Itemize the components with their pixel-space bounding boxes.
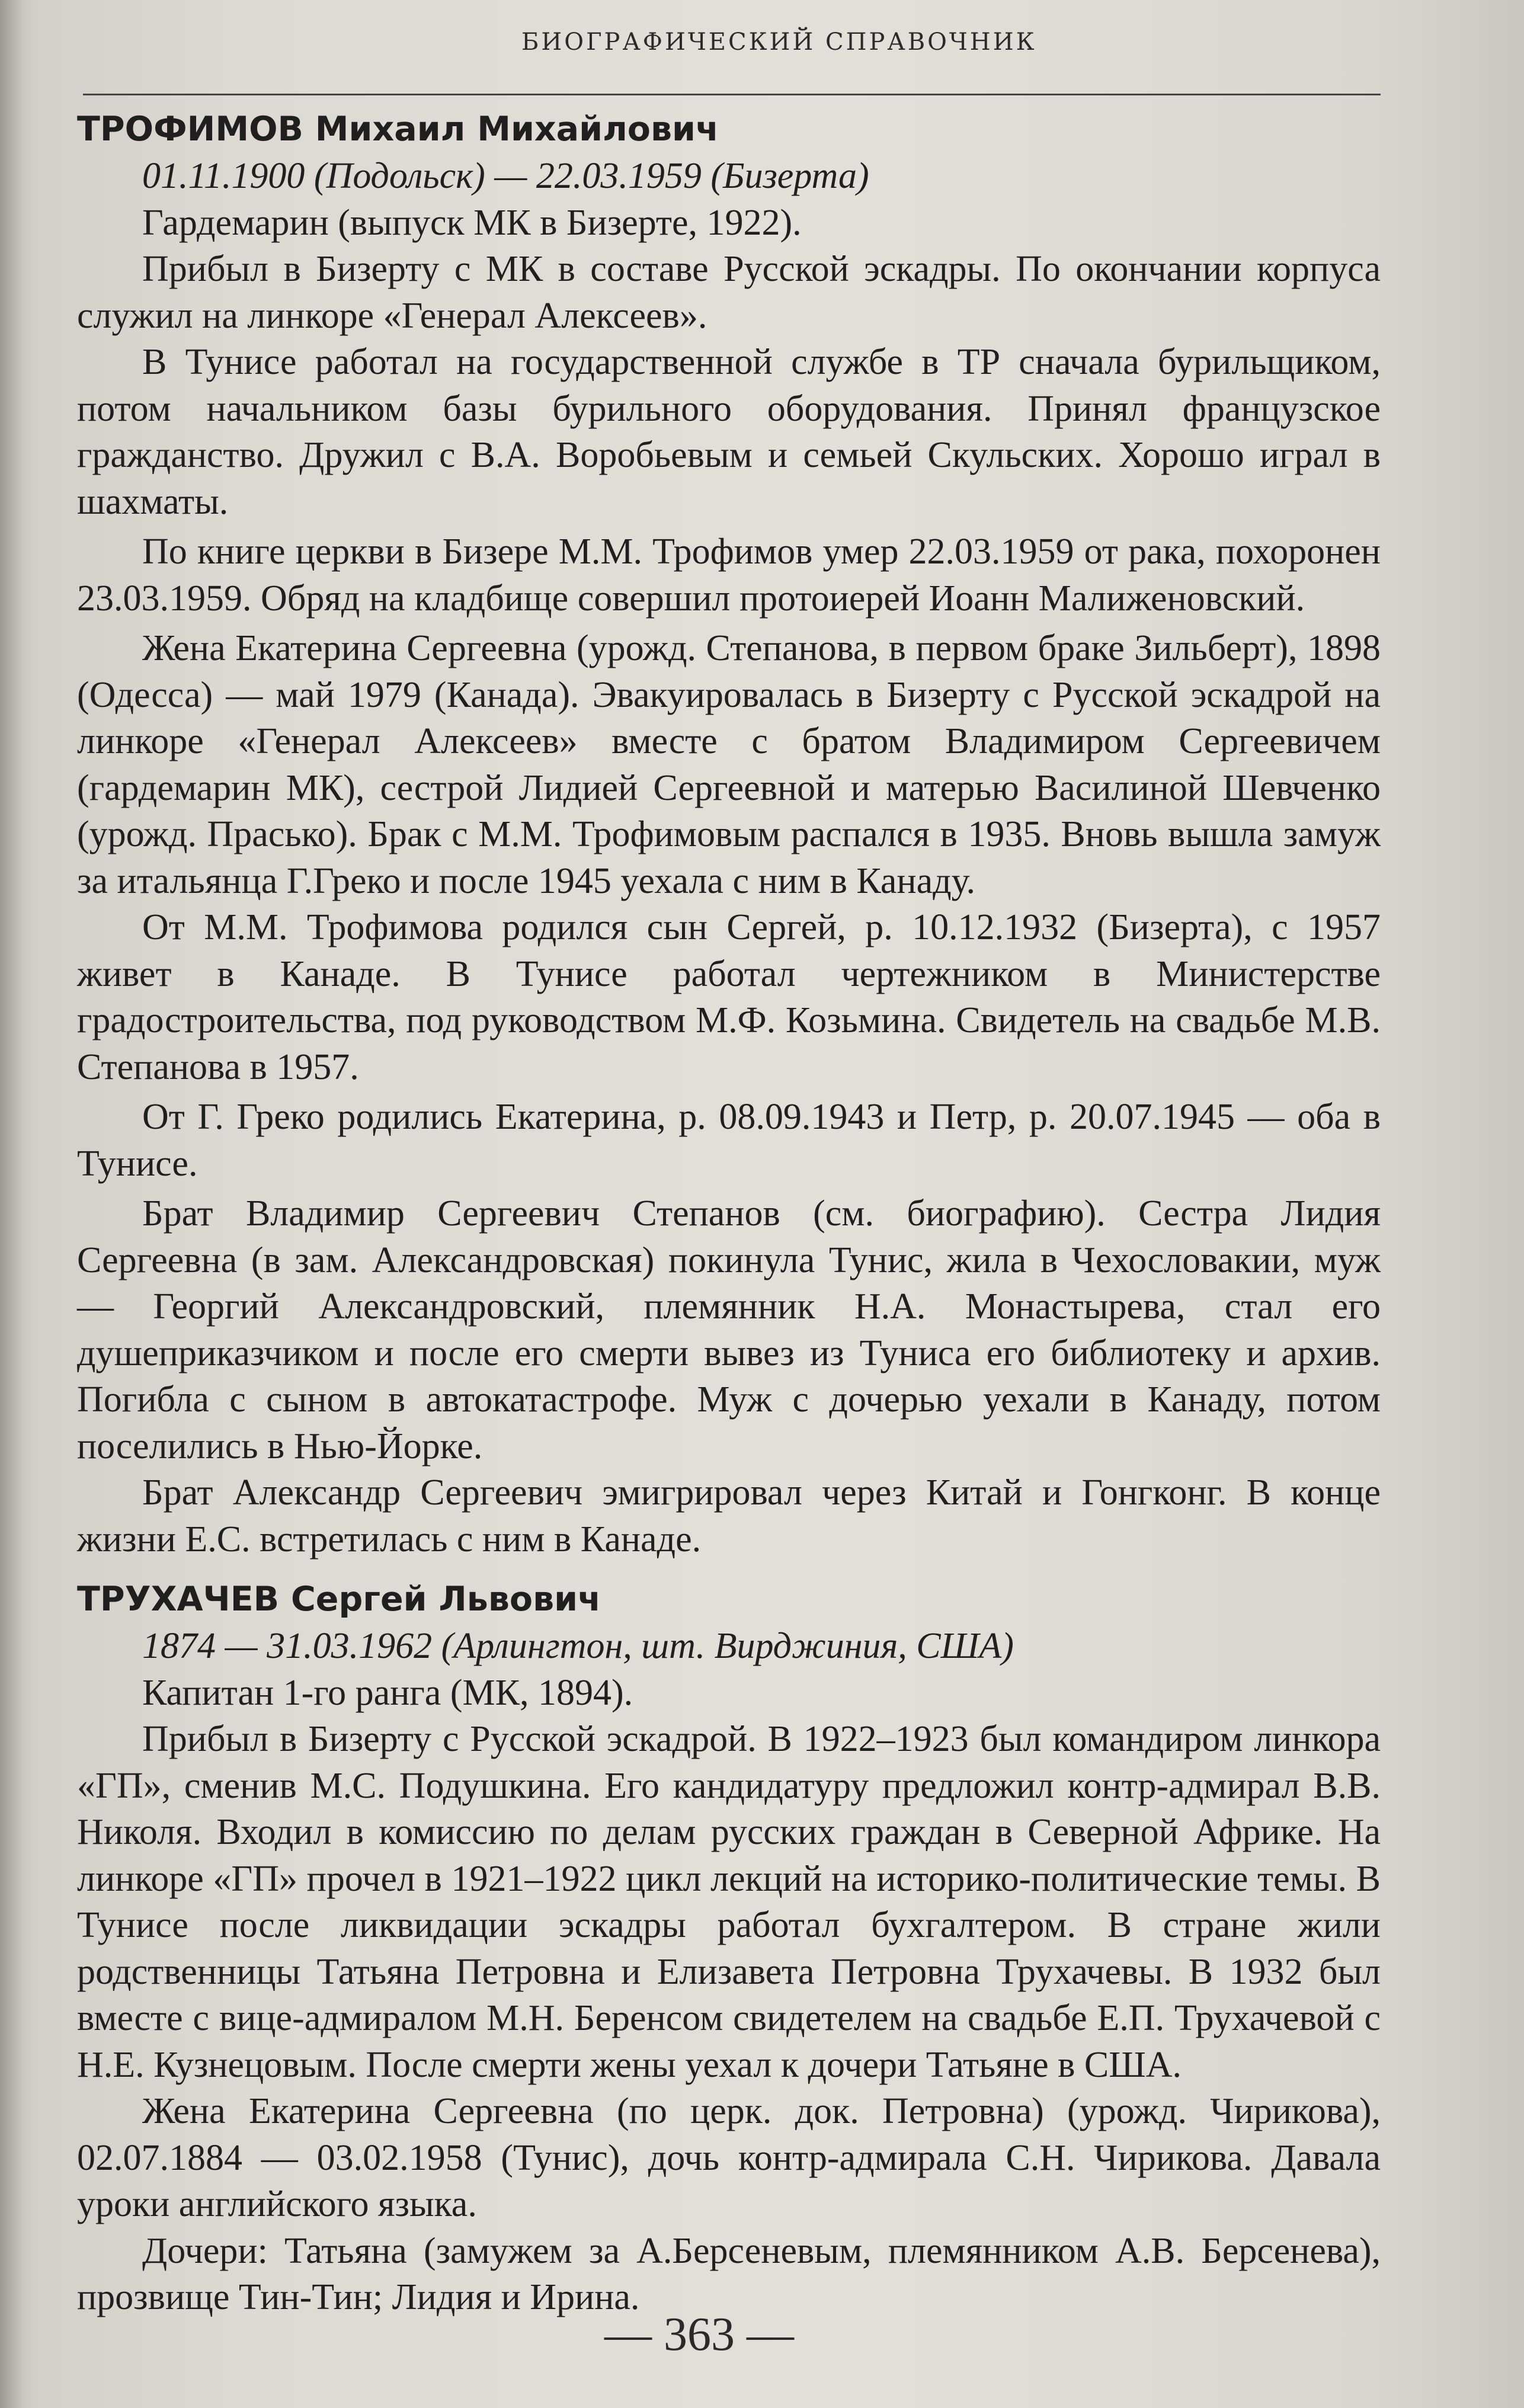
paragraph: Брат Александр Сергеевич эмигрировал через Китай и Гонгконг. В конце жизни Е.С. встретилась с ним в Канаде. <box>77 1472 1381 1560</box>
running-head: БИОГРАФИЧЕСКИЙ СПРАВОЧНИК <box>521 28 1037 56</box>
paragraph: От М.М. Трофимова родился сын Сергей, р. 10.12.1932 (Бизерта), с 1957 живет в Канаде. В Тунисе работал чертежником в Министерстве градостроительства, под руководством М.Ф. Козьмина. Свидетель на свадьбе М.В. Степанова в 1957. <box>77 907 1381 1087</box>
entry-trofimov <box>77 105 1381 1562</box>
paragraph: Дочери: Татьяна (замужем за А.Берсеневым, племянником А.В. Берсенева), прозвище Тин-Тин; Лидия и Ирина. <box>77 2230 1381 2317</box>
entry-rank: Гардемарин (выпуск МК в Бизерте, 1922). <box>142 202 802 243</box>
paragraph: От Г. Греко родились Екатерина, р. 08.09.1943 и Петр, р. 20.07.1945 — оба в Тунисе. <box>77 1097 1381 1184</box>
book-page <box>36 0 1524 2408</box>
page-body <box>77 89 1381 2321</box>
paragraph: Жена Екатерина Сергеевна (урожд. Степанова, в первом браке Зильберт), 1898 (Одесса) — май 1979 (Канада). Эвакуировалась в Бизерту с Русской эскадрой на линкоре «Генерал Алексеев» вместе с братом Владимиром Сергеевичем (гардемарин МК), сестрой Лидией Сергеевной и матерью Василиной Шевченко (урожд. Прасько). Брак с М.М. Трофимовым распался в 1935. Вновь вышла замуж за итальянца Г.Греко и после 1945 уехала с ним в Канаду. <box>77 628 1381 901</box>
page-edge <box>0 0 23 2408</box>
paragraph: Прибыл в Бизерту с Русской эскадрой. В 1922–1923 был командиром линкора «ГП», сменив М.С. Подушкина. Его кандидатуру предложил контр-адмирал В.В. Николя. Входил в комиссию по делам русских граждан в Северной Африке. На линкоре «ГП» прочел в 1921–1922 цикл лекций на историко-политические темы. В Тунисе после ликвидации эскадры работал бухгалтером. В стране жили родственницы Татьяна Петровна и Елизавета Петровна Трухачевы. В 1932 был вместе с вице-адмиралом М.Н. Беренсом свидетелем на свадьбе Е.П. Трухачевой с Н.Е. Кузнецовым. После смерти жены уехал к дочери Татьяне в США. <box>77 1719 1381 2085</box>
paragraph: По книге церкви в Бизере М.М. Трофимов умер 22.03.1959 от рака, похоронен 23.03.1959. Обряд на кладбище совершил протоиерей Иоанн Малиженовский. <box>77 531 1381 619</box>
page-number: — 363 — <box>604 2308 794 2361</box>
entry-name: ТРОФИМОВ Михаил Михайлович <box>77 110 719 149</box>
entry-dates: 01.11.1900 (Подольск) — 22.03.1959 (Бизерта) <box>142 156 869 196</box>
paragraph: Жена Екатерина Сергеевна (по церк. док. Петровна) (урожд. Чирикова), 02.07.1884 — 03.02.1958 (Тунис), дочь контр-адмирала С.Н. Чирикова. Давала уроки английского языка. <box>77 2091 1381 2224</box>
entry-dates: 1874 — 31.03.1962 (Арлингтон, шт. Вирджиния, США) <box>142 1626 1014 1666</box>
entry-rank: Капитан 1-го ранга (МК, 1894). <box>142 1672 633 1713</box>
entry-name: ТРУХАЧЕВ Сергей Львович <box>77 1580 601 1619</box>
paragraph: Брат Владимир Сергеевич Степанов (см. биографию). Сестра Лидия Сергеевна (в зам. Александровская) покинула Тунис, жила в Чехословакии, муж — Георгий Александровский, племянник Н.А. Монастырева, стал его душеприказчиком и после его смерти вывез из Туниса его библиотеку и архив. Погибла с сыном в автокатастрофе. Муж с дочерью уехали в Канаду, потом поселились в Нью-Йорке. <box>77 1193 1381 1466</box>
entry-trukhachev <box>77 1576 1381 2321</box>
paragraph: Прибыл в Бизерту с МК в составе Русской эскадры. По окончании корпуса служил на линкоре «Генерал Алексеев». <box>77 249 1381 336</box>
paragraph: В Тунисе работал на государственной службе в ТР сначала бурильщиком, потом начальником базы бурильного оборудования. Принял французское гражданство. Дружил с В.А. Воробьевым и семьей Скульских. Хорошо играл в шахматы. <box>77 342 1381 522</box>
